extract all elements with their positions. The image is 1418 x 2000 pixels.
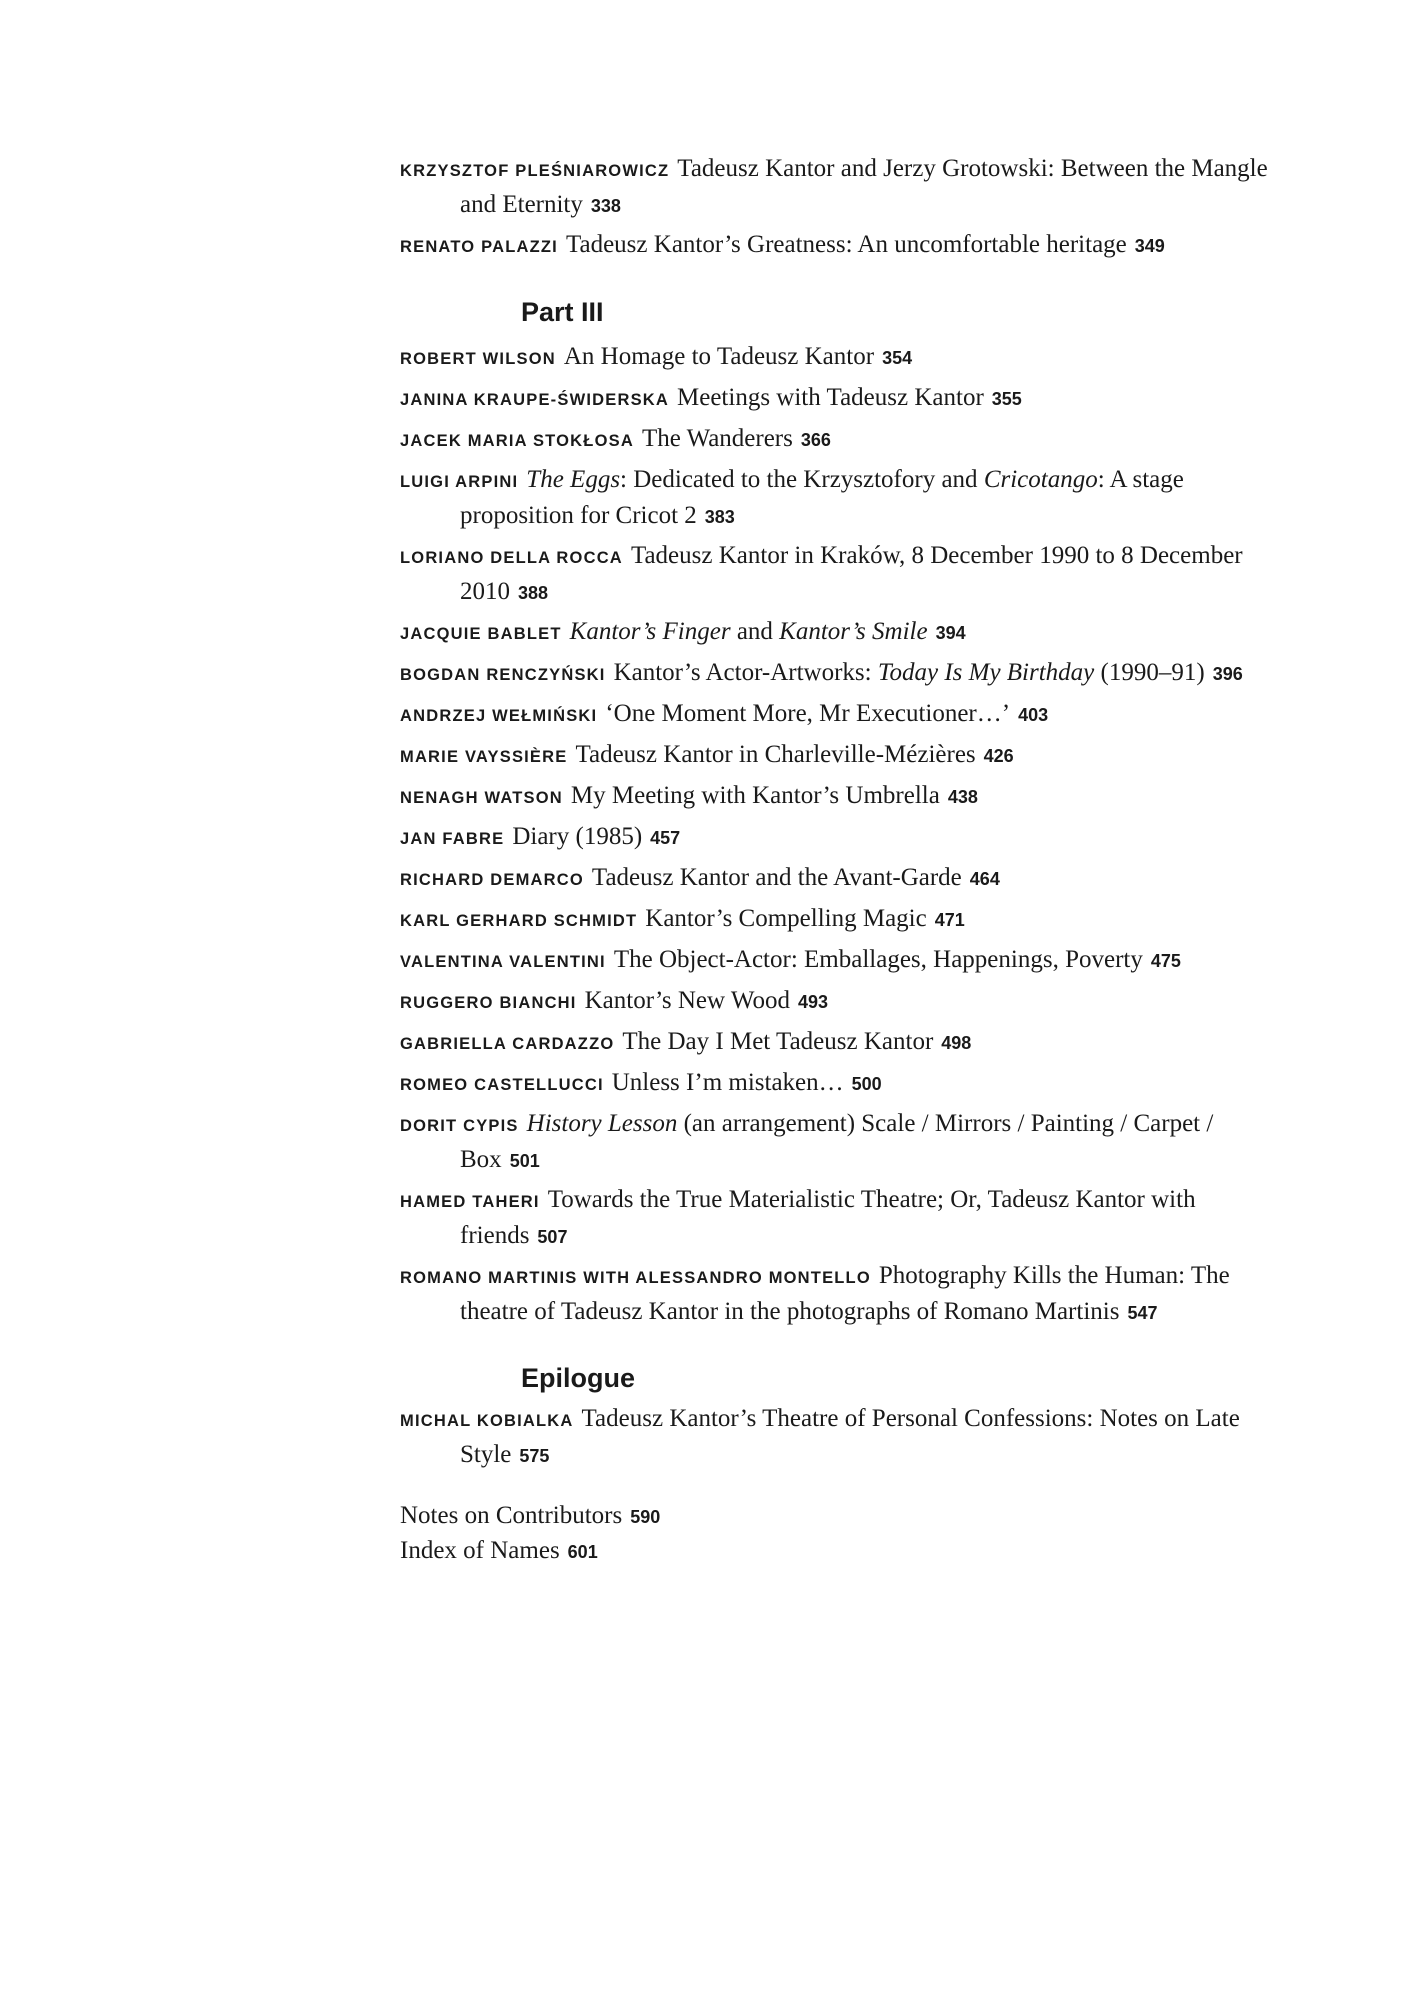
entry-author: VALENTINA VALENTINI xyxy=(400,953,606,971)
entry-title: Photography Kills the Human: The theatre of Tadeusz Kantor in the photographs of Romano Martinis xyxy=(460,1262,1230,1325)
entry-page-number: 366 xyxy=(800,430,831,450)
entry-title: ‘One Moment More, Mr Executioner…’ xyxy=(605,700,1011,727)
entry-page-number: 355 xyxy=(991,389,1022,409)
entry-author: ROBERT WILSON xyxy=(400,350,556,368)
entry-page-number: 547 xyxy=(1127,1303,1158,1323)
back-matter-item xyxy=(400,1499,1270,1534)
toc-entry xyxy=(400,1025,1270,1061)
entry-title-italic: Cricotango xyxy=(983,466,1098,493)
toc-entry xyxy=(400,1107,1270,1178)
entry-title: Unless I’m mistaken… xyxy=(611,1069,844,1096)
entry-title-italic: The Eggs xyxy=(526,466,621,493)
entry-title-italic: History Lesson xyxy=(526,1110,678,1137)
toc-entry xyxy=(400,943,1270,979)
entry-title: (an arrangement) Scale / Mirrors / Painting / Carpet / Box xyxy=(460,1110,1214,1173)
toc-entry xyxy=(400,779,1270,815)
toc-entry xyxy=(400,984,1270,1020)
toc-entry xyxy=(400,340,1270,376)
toc-entry xyxy=(400,820,1270,856)
entry-author: MARIE VAYSSIÈRE xyxy=(400,748,568,766)
entry-author: JAN FABRE xyxy=(400,830,505,848)
entry-page-number: 457 xyxy=(650,828,681,848)
entry-page-number: 338 xyxy=(590,196,621,216)
section-heading-epilogue: Epilogue xyxy=(521,1363,635,1393)
entry-page-number: 438 xyxy=(947,787,978,807)
toc-entry xyxy=(400,152,1270,223)
toc-entry xyxy=(400,381,1270,417)
entry-page-number: 507 xyxy=(537,1227,568,1247)
entry-author: RUGGERO BIANCHI xyxy=(400,994,577,1012)
toc-entry xyxy=(400,422,1270,458)
entry-page-number: 396 xyxy=(1212,664,1243,684)
entry-title-italic: Kantor’s Smile xyxy=(779,618,928,645)
entry-page-number: 426 xyxy=(983,746,1014,766)
entry-author: MICHAL KOBIALKA xyxy=(400,1412,574,1430)
toc-entry xyxy=(400,1402,1270,1473)
back-matter-page-number: 590 xyxy=(630,1507,661,1527)
entry-page-number: 403 xyxy=(1018,705,1049,725)
entry-title: Tadeusz Kantor in Charleville-Mézières xyxy=(575,741,976,768)
entry-title: (1990–91) xyxy=(1094,659,1205,686)
entry-author: KRZYSZTOF PLEŚNIAROWICZ xyxy=(400,162,670,180)
entry-title: : Dedicated to the Krzysztofory and xyxy=(620,466,984,493)
entry-title: Kantor’s Compelling Magic xyxy=(645,905,927,932)
back-matter-page-number: 601 xyxy=(567,1542,598,1562)
toc-entry xyxy=(400,1066,1270,1102)
toc-entry xyxy=(400,697,1270,733)
entry-page-number: 575 xyxy=(519,1446,550,1466)
entry-page-number: 354 xyxy=(882,348,913,368)
entry-author: RICHARD DEMARCO xyxy=(400,871,584,889)
entry-author: ANDRZEJ WEŁMIŃSKI xyxy=(400,707,598,725)
back-matter xyxy=(400,1499,1270,1569)
entry-title: The Day I Met Tadeusz Kantor xyxy=(622,1028,934,1055)
toc-entry xyxy=(400,228,1270,264)
entry-title: Tadeusz Kantor in Kraków, 8 December 1990 to 8 December 2010 xyxy=(460,542,1243,605)
entry-page-number: 498 xyxy=(941,1033,972,1053)
entry-page-number: 394 xyxy=(935,623,966,643)
back-matter-item xyxy=(400,1534,1270,1569)
entry-title: : A stage proposition for Cricot 2 xyxy=(460,466,1184,529)
entry-author: ROMANO MARTINIS WITH ALESSANDRO MONTELLO xyxy=(400,1269,871,1287)
entry-title: The Wanderers xyxy=(641,425,793,452)
entry-author: GABRIELLA CARDAZZO xyxy=(400,1035,615,1053)
entry-title: The Object-Actor: Emballages, Happenings, Poverty xyxy=(613,946,1143,973)
toc-entry xyxy=(400,539,1270,610)
entry-page-number: 500 xyxy=(851,1074,882,1094)
entry-author: NENAGH WATSON xyxy=(400,789,563,807)
entry-title: Diary (1985) xyxy=(512,823,643,850)
entry-title: Tadeusz Kantor and the Avant-Garde xyxy=(591,864,962,891)
entry-title-italic: Kantor’s Finger xyxy=(569,618,731,645)
entry-author: JACQUIE BABLET xyxy=(400,625,562,643)
entry-page-number: 493 xyxy=(797,992,829,1012)
toc-entry xyxy=(400,1183,1270,1254)
entry-title: An Homage to Tadeusz Kantor xyxy=(563,343,875,370)
entry-title: Meetings with Tadeusz Kantor xyxy=(677,384,984,411)
entry-page-number: 383 xyxy=(704,507,735,527)
toc-entry xyxy=(400,656,1270,692)
entry-page-number: 501 xyxy=(509,1151,540,1171)
entry-author: ROMEO CASTELLUCCI xyxy=(400,1076,604,1094)
entry-title: Kantor’s Actor-Artworks: xyxy=(613,659,878,686)
entry-title: Tadeusz Kantor’s Theatre of Personal Confessions: Notes on Late Style xyxy=(460,1405,1240,1468)
toc-entry xyxy=(400,738,1270,774)
back-matter-title: Notes on Contributors xyxy=(400,1502,623,1529)
toc-entry xyxy=(400,1259,1270,1330)
toc-entry xyxy=(400,463,1270,534)
entry-page-number: 464 xyxy=(969,869,1000,889)
entry-author: BOGDAN RENCZYŃSKI xyxy=(400,666,606,684)
entry-page-number: 349 xyxy=(1134,236,1165,256)
entry-author: LORIANO DELLA ROCCA xyxy=(400,549,623,567)
entry-author: KARL GERHARD SCHMIDT xyxy=(400,912,638,930)
entry-author: DORIT CYPIS xyxy=(400,1117,519,1135)
back-matter-title: Index of Names xyxy=(400,1537,560,1564)
entry-page-number: 388 xyxy=(518,583,549,603)
entry-page-number: 475 xyxy=(1150,951,1181,971)
entry-page-number: 471 xyxy=(934,910,965,930)
entry-title: and xyxy=(730,618,780,645)
entry-author: HAMED TAHERI xyxy=(400,1193,540,1211)
entry-title: Kantor’s New Wood xyxy=(584,987,790,1014)
entry-author: JANINA KRAUPE-ŚWIDERSKA xyxy=(400,391,670,409)
entry-author: RENATO PALAZZI xyxy=(400,238,558,256)
entry-title: Towards the True Materialistic Theatre; Or, Tadeusz Kantor with friends xyxy=(460,1186,1196,1249)
entry-title-italic: Today Is My Birthday xyxy=(877,659,1095,686)
entry-title: Tadeusz Kantor and Jerzy Grotowski: Between the Mangle and Eternity xyxy=(460,155,1268,218)
toc-entry xyxy=(400,861,1270,897)
entry-author: LUIGI ARPINI xyxy=(400,473,519,491)
table-of-contents xyxy=(400,152,1270,1569)
entry-title: My Meeting with Kantor’s Umbrella xyxy=(570,782,940,809)
section-heading-part-iii: Part III xyxy=(521,297,604,327)
toc-entry xyxy=(400,615,1270,651)
toc-entry xyxy=(400,902,1270,938)
entry-author: JACEK MARIA STOKŁOSA xyxy=(400,432,634,450)
entry-title: Tadeusz Kantor’s Greatness: An uncomfortable heritage xyxy=(565,231,1127,258)
